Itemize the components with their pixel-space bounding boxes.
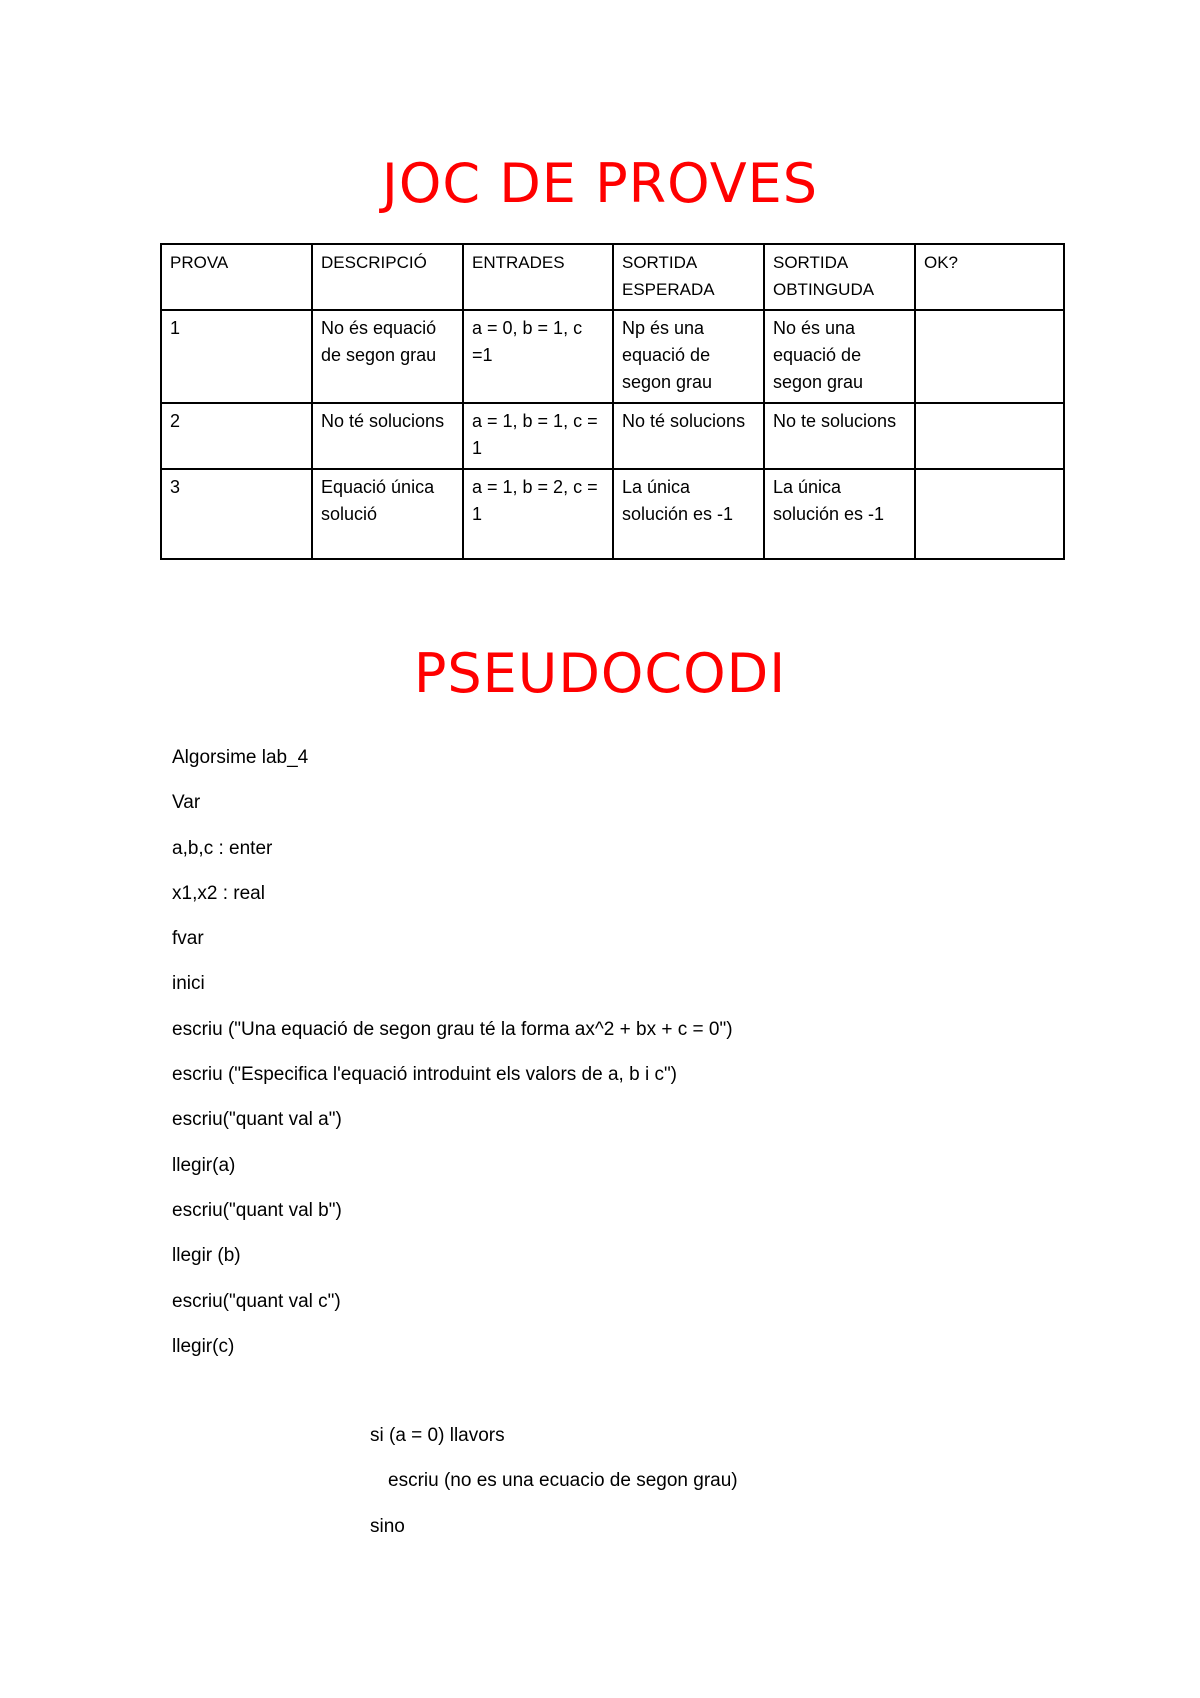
- table-cell: a = 0, b = 1, c =1: [463, 310, 613, 403]
- table-cell: La única solución es -1: [764, 469, 915, 559]
- code-line: a,b,c : enter: [172, 837, 273, 859]
- table-row: [161, 403, 1064, 469]
- code-line: escriu("quant val a"): [172, 1109, 342, 1131]
- header-cell-sortida-obtinguda: SORTIDA OBTINGUDA: [764, 244, 915, 310]
- header-cell-sortida-esperada: SORTIDA ESPERADA: [613, 244, 764, 310]
- code-line: si (a = 0) llavors: [370, 1425, 505, 1446]
- table-cell: [915, 310, 1064, 403]
- table-cell: No és una equació de segon grau: [764, 310, 915, 403]
- code-line: escriu ("Especifica l'equació introduint els valors de a, b i c"): [172, 1064, 678, 1086]
- table-cell: 1: [161, 310, 312, 403]
- code-line: llegir(a): [172, 1154, 236, 1176]
- header-cell-entrades: ENTRADES: [463, 244, 613, 310]
- header-cell-descripcio: DESCRIPCIÓ: [312, 244, 463, 310]
- code-line: escriu ("Una equació de segon grau té la forma ax^2 + bx + c = 0"): [172, 1018, 733, 1040]
- pseudocode-listing: [172, 735, 733, 1369]
- code-line: inici: [172, 973, 205, 995]
- code-line: sino: [370, 1515, 405, 1537]
- pseudocode-section-title: PSEUDOCODI: [413, 642, 787, 705]
- table-cell: [915, 403, 1064, 469]
- header-cell-prova: PROVA: [161, 244, 312, 310]
- code-line: fvar: [172, 928, 204, 950]
- table-cell: No te solucions: [764, 403, 915, 469]
- table-cell: No és equació de segon grau: [312, 310, 463, 403]
- table-cell: Equació única solució: [312, 469, 463, 559]
- code-line: llegir (b): [172, 1245, 241, 1267]
- tests-section-title: JOC DE PROVES: [381, 152, 819, 215]
- table-cell: Np és una equació de segon grau: [613, 310, 764, 403]
- table-cell: 3: [161, 469, 312, 559]
- code-line: x1,x2 : real: [172, 882, 265, 904]
- table-cell: [915, 469, 1064, 559]
- table-header-row: [161, 244, 1064, 310]
- table-row: [161, 469, 1064, 559]
- code-line: escriu (no es una ecuacio de segon grau): [388, 1470, 738, 1492]
- table-row: [161, 310, 1064, 403]
- header-cell-ok: OK?: [915, 244, 1064, 310]
- pseudocode-conditional-block: [370, 1413, 738, 1549]
- code-line: Var: [172, 792, 201, 814]
- code-line: Algorsime lab_4: [172, 747, 309, 768]
- table-cell: La única solución es -1: [613, 469, 764, 559]
- code-line: escriu("quant val b"): [172, 1199, 342, 1221]
- table-cell: No té solucions: [312, 403, 463, 469]
- code-line: llegir(c): [172, 1335, 235, 1357]
- code-line: escriu("quant val c"): [172, 1290, 341, 1312]
- table-cell: a = 1, b = 2, c = 1: [463, 469, 613, 559]
- test-cases-table: [160, 243, 1065, 560]
- table-cell: a = 1, b = 1, c = 1: [463, 403, 613, 469]
- table-cell: No té solucions: [613, 403, 764, 469]
- table-cell: 2: [161, 403, 312, 469]
